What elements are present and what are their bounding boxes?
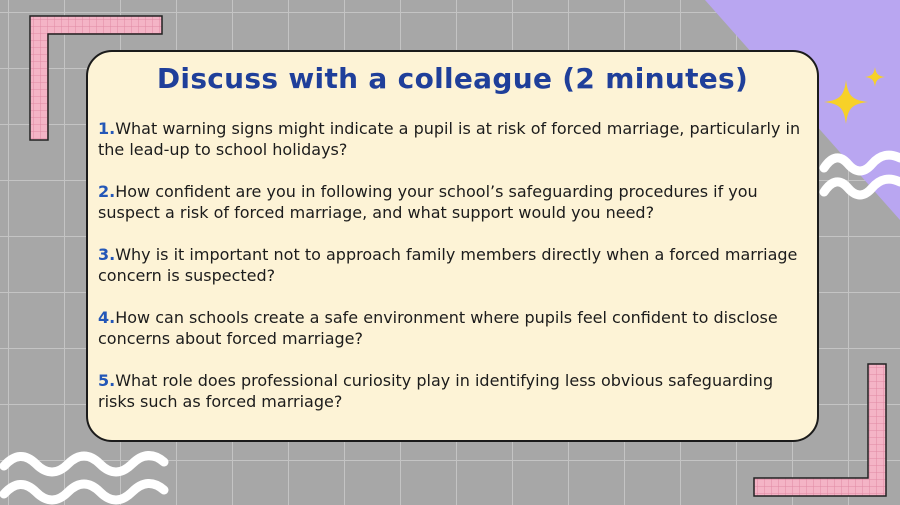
discussion-card	[86, 50, 819, 442]
question-text: Why is it important not to approach family members directly when a forced marriage concern is suspected?	[98, 245, 798, 285]
question-text: How can schools create a safe environment where pupils feel confident to disclose concerns about forced marriage?	[98, 308, 778, 348]
question-item	[98, 307, 801, 349]
slide-title: Discuss with a colleague (2 minutes)	[156, 62, 749, 95]
question-number: 4.	[98, 308, 116, 327]
question-text: What warning signs might indicate a pupil is at risk of forced marriage, particularly in the lead-up to school holidays?	[98, 119, 801, 159]
question-number: 2.	[98, 182, 116, 201]
wave-decoration-right	[818, 142, 900, 212]
question-text: How confident are you in following your school’s safeguarding procedures if you suspect a risk of forced marriage, and what support would you need?	[98, 182, 758, 222]
wave-decoration-bottom-left	[0, 440, 180, 505]
question-number: 3.	[98, 245, 116, 264]
question-text: What role does professional curiosity play in identifying less obvious safeguarding risks such as forced marriage?	[98, 371, 774, 411]
question-item	[98, 181, 801, 223]
question-number: 1.	[98, 119, 116, 138]
question-number: 5.	[98, 371, 116, 390]
question-item	[98, 370, 801, 412]
question-item	[98, 118, 801, 160]
question-item	[98, 244, 801, 286]
small-sparkle-icon	[864, 66, 886, 88]
sparkle-icon	[822, 78, 870, 126]
question-list	[98, 118, 801, 433]
